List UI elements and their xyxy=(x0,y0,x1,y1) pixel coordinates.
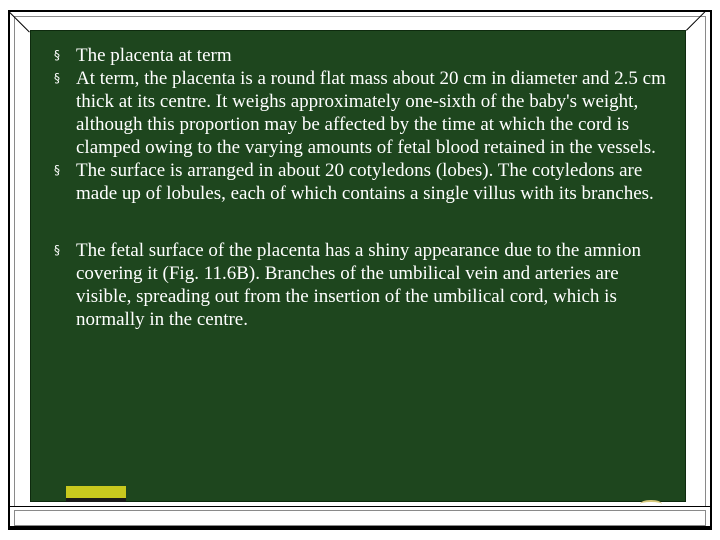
bullet-text: At term, the placenta is a round flat mass about 20 cm in diameter and 2.5 cm thick at its centre. It weighs approximately one-sixth of the baby's weight, although this proportion may be affected by the time at which the cord is clamped owing to the varying amounts of fetal blood retained in the vessels. xyxy=(76,68,666,158)
bullet-marker-icon: § xyxy=(54,243,60,257)
bullet-marker-icon: § xyxy=(54,48,60,62)
bullet-item xyxy=(54,44,674,67)
bullet-text: The placenta at term xyxy=(76,45,232,66)
bullet-text: The fetal surface of the placenta has a shiny appearance due to the amnion covering it (Fig. 11.6B). Branches of the umbilical vein and arteries are visible, spreading out from the insertion of the umbilical cord, which is normally in the centre. xyxy=(76,240,641,330)
bullet-item xyxy=(54,239,674,331)
bullet-text: The surface is arranged in about 20 cotyledons (lobes). The cotyledons are made up of lobules, each of which contains a single villus with its branches. xyxy=(76,160,654,204)
slide-content xyxy=(54,44,674,331)
chalk-tray-inner xyxy=(14,510,706,526)
bullet-item xyxy=(54,159,674,205)
bullet-spacer xyxy=(54,205,674,239)
bullet-item xyxy=(54,67,674,159)
chalk-mark xyxy=(640,500,662,508)
bullet-marker-icon: § xyxy=(54,71,60,85)
bullet-marker-icon: § xyxy=(54,163,60,177)
chalk-piece xyxy=(66,486,126,502)
